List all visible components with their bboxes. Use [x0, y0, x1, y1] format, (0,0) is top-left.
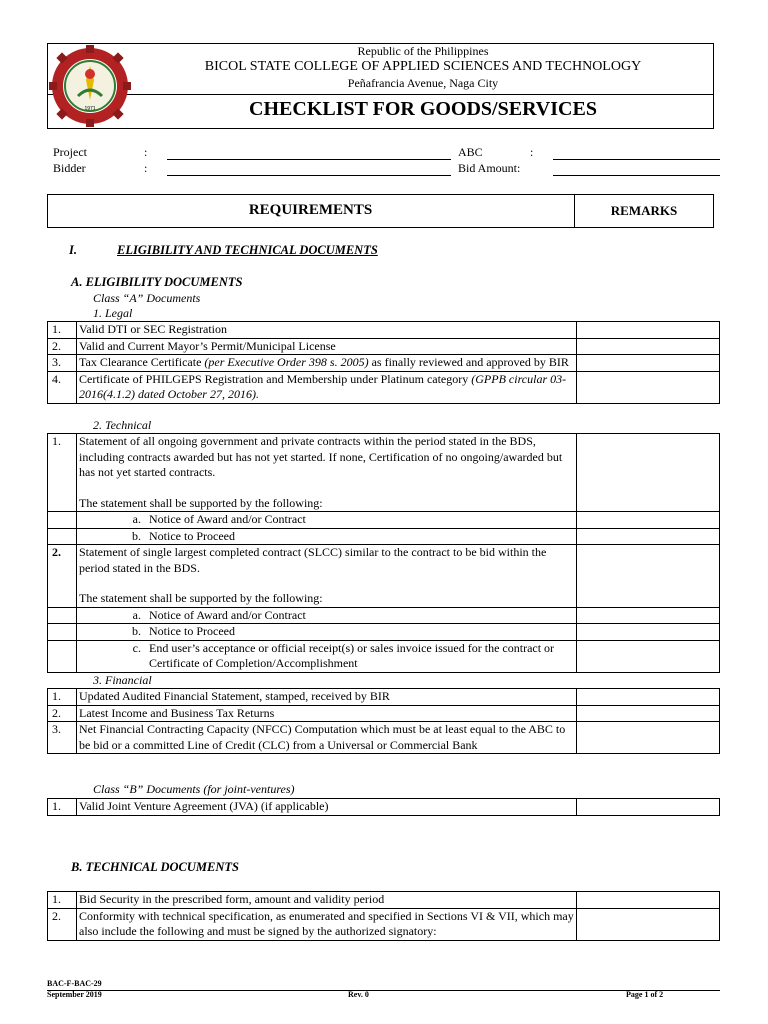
remarks-cell[interactable] — [577, 338, 720, 355]
table-row: a. Notice of Award and/or Contract — [48, 607, 720, 624]
remarks-cell[interactable] — [577, 705, 720, 722]
table-row: a. Notice of Award and/or Contract — [48, 512, 720, 529]
remarks-cell[interactable] — [577, 624, 720, 641]
bidder-colon: : — [144, 161, 148, 175]
footer-line — [47, 990, 720, 991]
table-row: c. End user’s acceptance or official receipt(s) or sales invoice issued for the contract or Certificate of Completion/Accomplishment — [48, 640, 720, 672]
class-b-label: Class “B” Documents (for joint-ventures) — [93, 782, 295, 796]
abc-field[interactable] — [553, 159, 720, 160]
bid-amount-label: Bid Amount: — [458, 161, 521, 175]
table-row: 4. Certificate of PHILGEPS Registration and Membership under Platinum category (GPPB circular 03-2016(4.1.2) dated October 27, 2016). — [48, 371, 720, 403]
legal-label: 1. Legal — [93, 306, 133, 320]
remarks-cell[interactable] — [577, 528, 720, 545]
table-row: 1. Valid Joint Venture Agreement (JVA) (if applicable) — [48, 799, 720, 816]
bid-amount-field[interactable] — [553, 175, 720, 176]
class-b-table — [47, 798, 720, 816]
remarks-cell[interactable] — [577, 892, 720, 909]
table-row: 1. Valid DTI or SEC Registration — [48, 322, 720, 339]
remarks-cell[interactable] — [577, 371, 720, 403]
form-code: BAC-F-BAC-29 — [47, 979, 102, 988]
school-address: Peñafrancia Avenue, Naga City — [347, 76, 499, 90]
section-a-title: A. ELIGIBILITY DOCUMENTS — [71, 275, 243, 289]
remarks-cell[interactable] — [577, 640, 720, 672]
table-row: 1. Statement of all ongoing government and private contracts within the period stated in the BDS, including contracts awarded but has not yet started. If none, Certification of no ongoing/awarded but has not yet started contracts. The statement shall be supported by the following: — [48, 434, 720, 512]
remarks-cell[interactable] — [577, 689, 720, 706]
remarks-cell[interactable] — [577, 722, 720, 754]
technical-table — [47, 433, 720, 673]
project-colon: : — [144, 145, 148, 159]
table-row: 2. Latest Income and Business Tax Returns — [48, 705, 720, 722]
project-field[interactable] — [167, 159, 451, 160]
page-title: CHECKLIST FOR GOODS/SERVICES — [249, 98, 597, 120]
financial-label: 3. Financial — [93, 673, 152, 687]
abc-label: ABC — [458, 145, 483, 159]
abc-colon: : — [530, 145, 534, 159]
remarks-cell[interactable] — [577, 799, 720, 816]
table-row: 2. Valid and Current Mayor’s Permit/Municipal License — [48, 338, 720, 355]
requirements-column-header: REQUIREMENTS — [248, 202, 373, 218]
svg-text:1971: 1971 — [84, 106, 96, 112]
section-1-number: I. — [69, 243, 77, 257]
remarks-cell[interactable] — [577, 322, 720, 339]
project-label: Project — [53, 145, 87, 159]
bidder-field[interactable] — [167, 175, 451, 176]
table-row: 1. Updated Audited Financial Statement, stamped, received by BIR — [48, 689, 720, 706]
section-1-title: ELIGIBILITY AND TECHNICAL DOCUMENTS — [117, 243, 378, 257]
legal-table — [47, 321, 720, 404]
bidder-label: Bidder — [53, 161, 86, 175]
table-row: 2. Conformity with technical specification, as enumerated and specified in Sections VI & VII, which may also include the following and must be signed by the authorized signatory: — [48, 908, 720, 940]
remarks-cell[interactable] — [577, 545, 720, 608]
remarks-cell[interactable] — [577, 434, 720, 512]
form-revision: Rev. 0 — [348, 990, 369, 999]
page-number: Page 1 of 2 — [626, 990, 664, 999]
section-b-title: B. TECHNICAL DOCUMENTS — [71, 860, 239, 874]
table-row: b. Notice to Proceed — [48, 528, 720, 545]
table-row: 3. Tax Clearance Certificate (per Executive Order 398 s. 2005) as finally reviewed and approved by BIR — [48, 355, 720, 372]
remarks-cell[interactable] — [577, 607, 720, 624]
school-name: BICOL STATE COLLEGE OF APPLIED SCIENCES AND TECHNOLOGY — [204, 59, 642, 74]
technical-label: 2. Technical — [93, 418, 152, 432]
form-date: September 2019 — [47, 990, 102, 999]
technical-docs-table — [47, 891, 720, 941]
table-row: 1. Bid Security in the prescribed form, amount and validity period — [48, 892, 720, 909]
remarks-cell[interactable] — [577, 512, 720, 529]
financial-table — [47, 688, 720, 754]
table-row: 3. Net Financial Contracting Capacity (NFCC) Computation which must be at least equal to the ABC to be bid or a committed Line of Credit (CLC) from a Universal or Commercial Bank — [48, 722, 720, 754]
remarks-column-header: REMARKS — [610, 203, 678, 218]
remarks-cell[interactable] — [577, 355, 720, 372]
table-row: 2. Statement of single largest completed contract (SLCC) similar to the contract to be bid within the period stated in the BDS. The statement shall be supported by the following: — [48, 545, 720, 608]
remarks-cell[interactable] — [577, 908, 720, 940]
table-row: b. Notice to Proceed — [48, 624, 720, 641]
header-divider — [47, 94, 714, 95]
school-logo — [48, 44, 132, 128]
class-a-label: Class “A” Documents — [93, 291, 201, 305]
republic-text: Republic of the Philippines — [357, 44, 489, 58]
